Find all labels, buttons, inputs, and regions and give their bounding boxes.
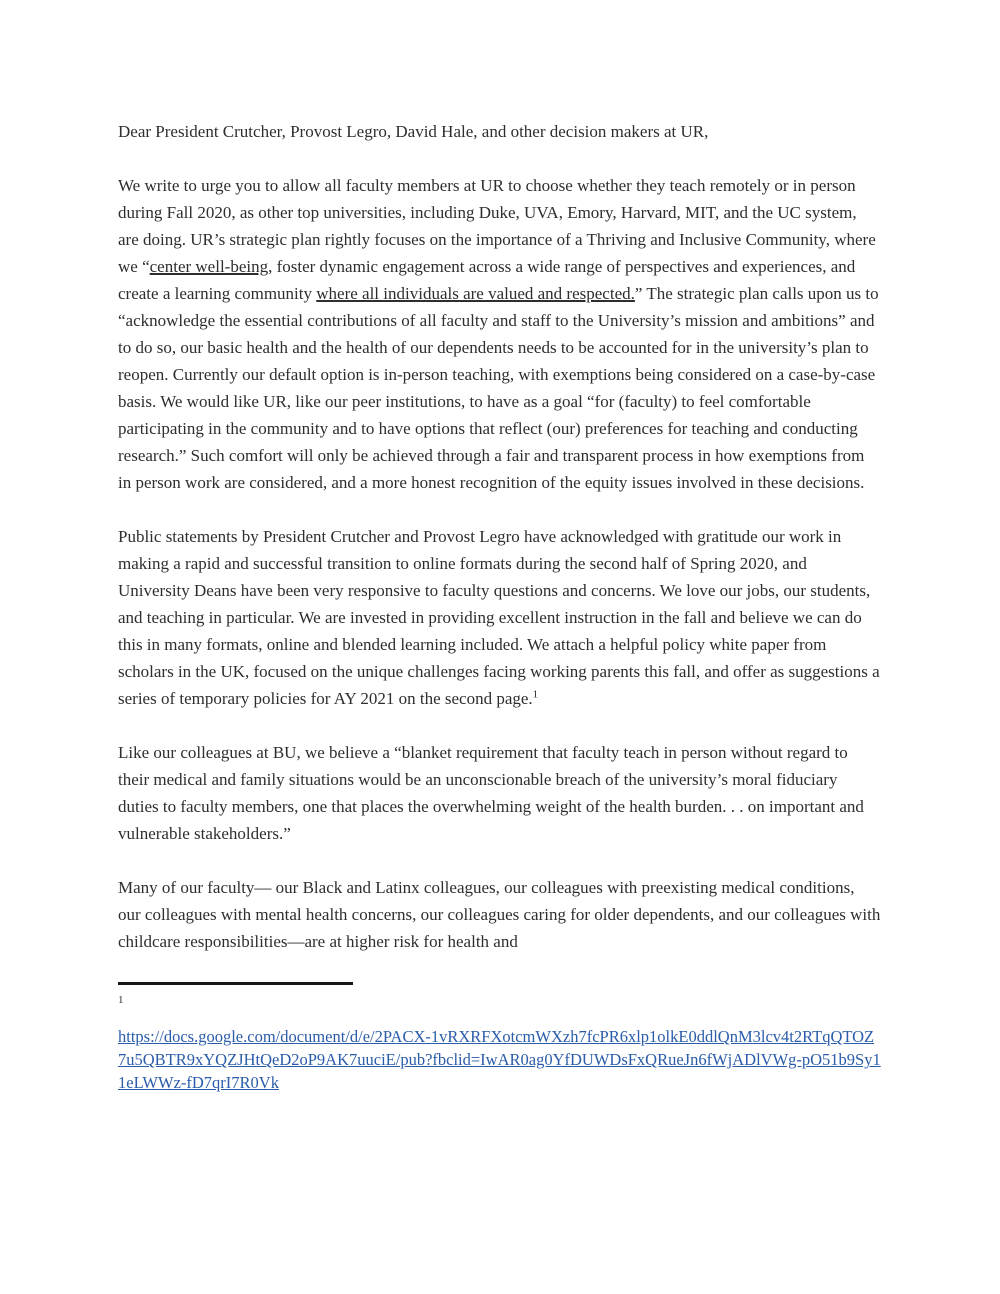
paragraph-bu-quote: [118, 739, 881, 847]
paragraph-equity-risks: [118, 874, 881, 955]
footnote-marker-number: 1: [118, 994, 124, 1006]
text-run: We write to urge you to allow all faculty members at UR to choose whether they teach remotely or in person during Fall 2020, as other top universities, including Duke, UVA, Emory, Harvard, MIT, and the UC system, are doing. UR’s strategic plan rightly focuses on the importance of a Thriving and Inclusive Community, where we “: [118, 176, 876, 276]
footnote-divider: [118, 982, 353, 985]
underlined-phrase-center-well-being: center well-being,: [149, 257, 273, 276]
paragraph-gratitude-and-white-paper: [118, 523, 881, 712]
underlined-phrase-valued-and-respected: where all individuals are valued and respected.: [316, 284, 635, 303]
text-run: Many of our faculty— our Black and Latinx colleagues, our colleagues with preexisting medical conditions, our colleagues with mental health concerns, our colleagues caring for older dependents, and our colleagues with childcare responsibilities—are at higher risk for health and: [118, 878, 881, 951]
paragraph-opening-request: [118, 172, 881, 496]
text-run: Public statements by President Crutcher and Provost Legro have acknowledged with gratitude our work in making a rapid and successful transition to online formats during the second half of Spring 2020, and University Deans have been very responsive to faculty questions and concerns. We love our jobs, our students, and teaching in particular. We are invested in providing excellent instruction in the fall and believe we can do this in many formats, online and blended learning included. We attach a helpful policy white paper from scholars in the UK, focused on the unique challenges facing working parents this fall, and offer as suggestions a series of temporary policies for AY 2021 on the second page.: [118, 527, 880, 708]
text-run: foster dynamic engagement across a wide range of perspectives and experiences, and create a learning community: [118, 257, 856, 303]
footnote-marker: [118, 993, 881, 1011]
letter-body: [118, 118, 881, 1094]
footnote-link[interactable]: https://docs.google.com/document/d/e/2PACX-1vRXRFXotcmWXzh7fcPR6xlp1olkE0ddlQnM3lcv4t2RTqQTOZ7u5QBTR9xYQZJHtQeD2oP9AK7uuciE/pub?fbclid=IwAR0ag0YfDUWDsFxQRueJn6fWjADlVWg-pO51b9Sy11eLWWz-fD7qrI7R0Vk: [118, 1027, 881, 1093]
salutation: Dear President Crutcher, Provost Legro, David Hale, and other decision makers at UR,: [118, 122, 709, 141]
footnote-section: [118, 982, 881, 1094]
text-run: Like our colleagues at BU, we believe a “blanket requirement that faculty teach in person without regard to their medical and family situations would be an unconscionable breach of the university’s moral fiduciary duties to faculty members, one that places the overwhelming weight of the health burden. . . on important and vulnerable stakeholders.”: [118, 743, 864, 843]
footnote-reference-1: 1: [532, 688, 539, 701]
text-run: ” The strategic plan calls upon us to “acknowledge the essential contributions of all faculty and staff to the University’s mission and ambitions” and to do so, our basic health and the health of our dependents needs to be accounted for in the university’s plan to reopen. Currently our default option is in-person teaching, with exemptions being considered on a case-by-case basis. We would like UR, like our peer institutions, to have as a goal “for (faculty) to feel comfortable participating in the community and to have options that reflect (our) preferences for teaching and conducting research.” Such comfort will only be achieved through a fair and transparent process in how exemptions from in person work are considered, and a more honest recognition of the equity issues involved in these decisions.: [118, 284, 879, 492]
